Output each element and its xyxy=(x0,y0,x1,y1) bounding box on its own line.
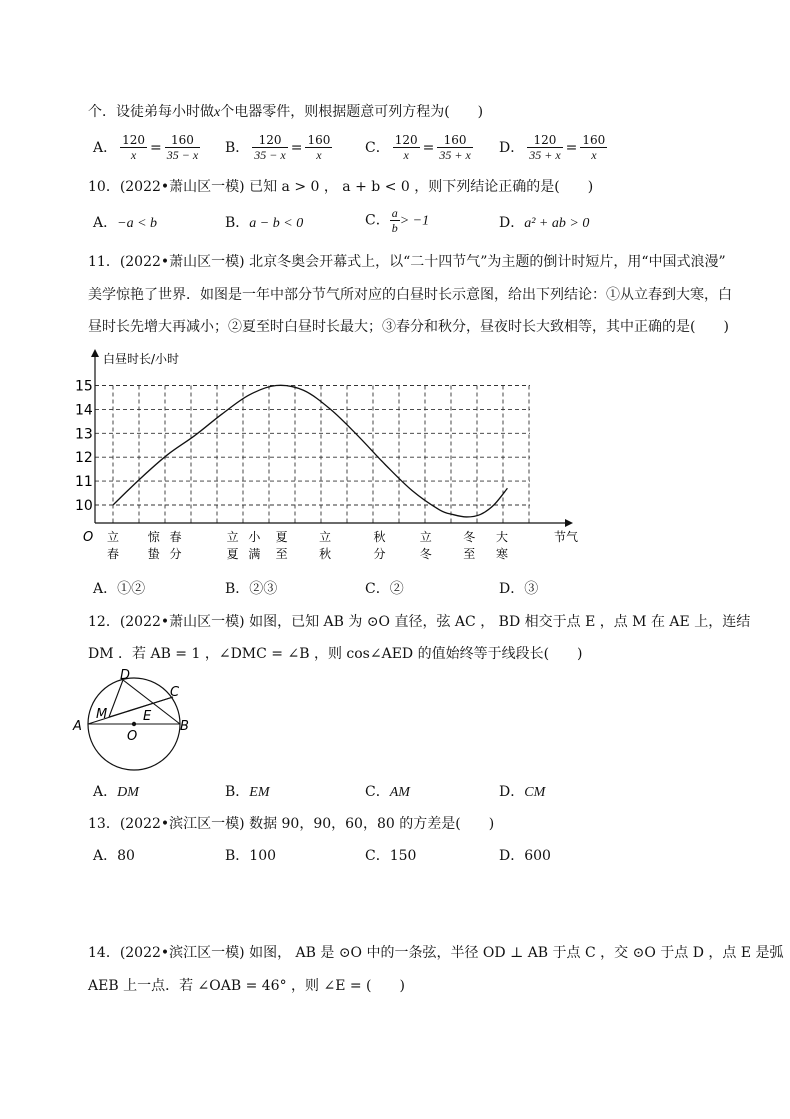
q12-stem-line2: DM ．若 AB = 1 ，∠DMC = ∠B ，则 cos∠AED 的值始终等于线段长( ) xyxy=(88,646,583,662)
chart-grid xyxy=(95,386,530,524)
x-axis-arrow xyxy=(565,519,573,527)
x-tick-label-bottom: 至 xyxy=(463,547,476,561)
q10-option-b[interactable]: B．a − b < 0 xyxy=(225,215,304,231)
equals-sign: = xyxy=(290,139,303,156)
option-label: D． xyxy=(499,139,525,156)
x-tick-label-bottom: 蛰 xyxy=(147,547,160,561)
x-tick-label-top: 大 xyxy=(495,530,508,544)
label-a: A xyxy=(73,719,82,734)
q9-option-c[interactable] xyxy=(365,133,473,162)
y-tick-label: 15 xyxy=(75,378,93,395)
x-tick-label-top: 立 xyxy=(419,530,432,544)
x-axis-label: 节气 xyxy=(554,530,579,544)
q13-option-c[interactable]: C．150 xyxy=(365,848,417,864)
q9-equation xyxy=(499,133,607,162)
y-tick-label: 13 xyxy=(75,426,93,443)
y-tick-label: 12 xyxy=(75,450,93,467)
q9-option-d[interactable] xyxy=(499,133,607,162)
y-tick-label: 14 xyxy=(75,402,93,419)
equals-sign: = xyxy=(422,139,435,156)
q13-stem: 13．(2022•滨江区一模) 数据 90，90，60，80 的方差是( ) xyxy=(88,816,495,832)
right-fraction: $\frac{160}{x}$ xyxy=(582,133,606,162)
left-fraction: $\frac{120}{x}$ xyxy=(122,133,146,162)
q11-option-c[interactable]: C．② xyxy=(365,581,404,597)
segment-dm xyxy=(109,680,123,717)
x-tick-label-top: 立 xyxy=(226,530,239,544)
q13-option-a[interactable]: A．80 xyxy=(93,848,135,864)
label-e: E xyxy=(143,709,152,724)
daylight-chart xyxy=(75,345,595,570)
q12-option-b[interactable]: B．EM xyxy=(225,784,270,800)
x-tick-label-bottom: 寒 xyxy=(495,547,508,561)
x-tick-label-top: 春 xyxy=(169,530,182,544)
q12-option-c[interactable]: C．AM xyxy=(365,784,410,800)
segment-mc xyxy=(109,697,173,717)
q9-stem: 个．设徒弟每小时做x个电器零件，则根据题意可列方程为( ) xyxy=(88,104,484,120)
q11-option-a[interactable]: A．①② xyxy=(93,581,146,597)
q13-option-d[interactable]: D．600 xyxy=(499,848,551,864)
label-c: C xyxy=(170,685,180,700)
x-tick-label-top: 立 xyxy=(319,530,332,544)
left-fraction: $\frac{120}{35 - x}$ xyxy=(254,133,286,162)
q9-equation xyxy=(365,133,473,162)
y-tick-label: 11 xyxy=(75,474,93,491)
x-tick-label-top: 秋 xyxy=(373,530,386,544)
x-tick-label-top: 夏 xyxy=(275,530,288,544)
q11-option-d[interactable]: D．③ xyxy=(499,581,539,597)
x-tick-label-bottom: 秋 xyxy=(319,547,332,561)
daylight-curve xyxy=(113,385,507,517)
q10-option-a[interactable]: A．−a < b xyxy=(93,215,158,231)
label-b: B xyxy=(180,719,189,734)
q11-option-b[interactable]: B．②③ xyxy=(225,581,278,597)
right-fraction: $\frac{160}{x}$ xyxy=(307,133,331,162)
q12-option-a[interactable]: A．DM xyxy=(93,784,139,800)
x-tick-label-top: 小 xyxy=(248,530,261,544)
equals-sign: = xyxy=(150,139,162,156)
q9-equation xyxy=(93,133,200,162)
q9-equation xyxy=(225,133,332,162)
x-tick-label-bottom: 至 xyxy=(275,547,288,561)
q11-stem-line3: 昼时长先增大再减小；②夏至时白昼时长最大；③春分和秋分，昼夜时长大致相等，其中正确的是( ) xyxy=(88,319,729,335)
q12-stem-line1: 12．(2022•萧山区一模) 如图，已知 AB 为 ⊙O 直径，弦 AC ， BD 相交于点 E ，点 M 在 AE 上，连结 xyxy=(88,614,751,630)
label-m: M xyxy=(96,707,108,722)
y-axis-label: 白昼时长/小时 xyxy=(103,352,180,366)
x-tick-label-top: 立 xyxy=(106,530,120,544)
label-d: D xyxy=(120,668,131,683)
origin-label: O xyxy=(83,530,94,545)
left-fraction: $\frac{120}{35 + x}$ xyxy=(529,133,561,162)
equals-sign: = xyxy=(565,139,578,156)
q11-stem-line2: 美学惊艳了世界．如图是一年中部分节气所对应的白昼时长示意图，给出下列结论：①从立春到大寒，白 xyxy=(88,287,732,303)
x-tick-label-top: 冬 xyxy=(463,530,476,544)
option-label: B． xyxy=(225,139,250,156)
x-tick-label-bottom: 夏 xyxy=(226,547,239,561)
right-fraction: $\frac{160}{35 - x}$ xyxy=(166,133,199,162)
x-tick-label-bottom: 分 xyxy=(169,547,182,561)
option-label: C． xyxy=(365,139,390,156)
center-dot xyxy=(132,722,136,726)
q9-option-b[interactable] xyxy=(225,133,332,162)
y-tick-label: 10 xyxy=(75,498,93,514)
x-tick-label-bottom: 分 xyxy=(373,547,386,561)
q10-option-d[interactable]: D．a² + ab > 0 xyxy=(499,215,590,231)
q9-option-a[interactable] xyxy=(93,133,200,162)
x-tick-label-top: 惊 xyxy=(147,530,160,544)
q14-stem-line2: AEB 上一点．若 ∠OAB = 46° ，则 ∠E = ( ) xyxy=(88,978,405,994)
y-axis-arrow xyxy=(91,349,99,357)
x-tick-labels xyxy=(107,529,508,561)
q10-option-c[interactable]: C． $\frac{a}{b}$ > −1 xyxy=(365,206,430,235)
x-tick-label-bottom: 满 xyxy=(248,547,261,561)
label-o: O xyxy=(127,729,138,744)
left-fraction: $\frac{120}{x}$ xyxy=(394,133,418,162)
x-tick-label-bottom: 春 xyxy=(106,547,120,561)
q14-stem-line1: 14．(2022•滨江区一模) 如图， AB 是 ⊙O 中的一条弦，半径 OD ⊥ AB 于点 C ，交 ⊙O 于点 D ，点 E 是弧 xyxy=(88,945,784,961)
right-fraction: $\frac{160}{35 + x}$ xyxy=(439,133,471,162)
circle-figure xyxy=(68,666,203,771)
q12-option-d[interactable]: D．CM xyxy=(499,784,546,800)
q11-stem-line1: 11．(2022•萧山区一模) 北京冬奥会开幕式上，以“二十四节气”为主题的倒计时短片，用“中国式浪漫” xyxy=(88,254,726,270)
q10-stem: 10．(2022•萧山区一模) 已知 a > 0 ， a + b < 0 ，则下列结论正确的是( ) xyxy=(88,179,594,195)
y-tick-labels xyxy=(75,379,93,515)
option-label: A． xyxy=(93,139,118,156)
x-tick-label-bottom: 冬 xyxy=(419,547,432,561)
q13-option-b[interactable]: B．100 xyxy=(225,848,277,864)
